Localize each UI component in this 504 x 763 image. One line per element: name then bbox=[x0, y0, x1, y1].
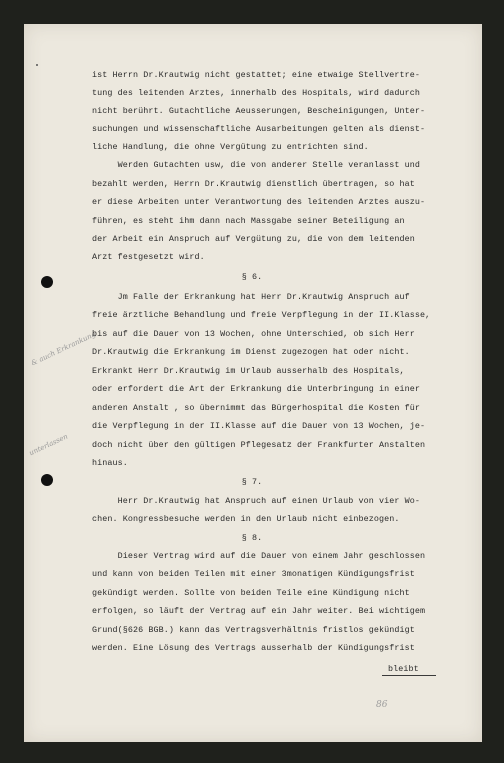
text-line: Arzt festgesetzt wird. bbox=[92, 252, 205, 262]
text-line: Erkrankt Herr Dr.Krautwig im Urlaub ausserhalb des Hospitals, bbox=[92, 366, 405, 376]
text-line: bezahlt werden, Herrn Dr.Krautwig dienstlich übertragen, so hat bbox=[92, 179, 415, 189]
section-heading-8: § 8. bbox=[241, 533, 263, 543]
text-line: und kann von beiden Teilen mit einer 3monatigen Kündigungsfrist bbox=[92, 569, 415, 579]
text-line: oder erfordert die Art der Erkrankung die Unterbringung in einer bbox=[92, 384, 421, 394]
text-line: hinaus. bbox=[92, 458, 128, 468]
text-line: doch nicht über den gültigen Pflegesatz der Frankfurter Anstalten bbox=[92, 440, 426, 450]
text-line: freie ärztliche Behandlung und freie Verpflegung in der II.Klasse, bbox=[92, 310, 431, 320]
catchword-underline bbox=[382, 675, 436, 676]
text-line: suchungen und wissenschaftliche Ausarbeitungen gelten als dienst- bbox=[92, 124, 426, 134]
text-line: führen, es steht ihm dann nach Massgabe seiner Beteiligung an bbox=[92, 216, 405, 226]
text-line: erfolgen, so läuft der Vertrag auf ein Jahr weiter. Bei wichtigem bbox=[92, 606, 426, 616]
text-line: bis auf die Dauer von 13 Wochen, ohne Unterschied, ob sich Herr bbox=[92, 329, 415, 339]
text-line: Jm Falle der Erkrankung hat Herr Dr.Krautwig Anspruch auf bbox=[92, 292, 410, 302]
page-number: 86 bbox=[376, 700, 388, 710]
text-line: chen. Kongressbesuche werden in den Urlaub nicht einbezogen. bbox=[92, 514, 400, 524]
text-line: werden. Eine Lösung des Vertrags ausserhalb der Kündigungsfrist bbox=[92, 643, 415, 653]
text-line: er diese Arbeiten unter Verantwortung des leitenden Arztes auszu- bbox=[92, 197, 426, 207]
text-line: Dr.Krautwig die Erkrankung im Dienst zugezogen hat oder nicht. bbox=[92, 347, 410, 357]
text-line: die Verpflegung in der II.Klasse auf die Dauer von 13 Wochen, je- bbox=[92, 421, 426, 431]
section-heading-6: § 6. bbox=[241, 272, 263, 282]
sheet-mark bbox=[36, 64, 38, 66]
text-line: der Arbeit ein Anspruch auf Vergütung zu, die von dem leitenden bbox=[92, 234, 415, 244]
text-line: Herr Dr.Krautwig hat Anspruch auf einen Urlaub von vier Wo- bbox=[92, 496, 421, 506]
text-line: liche Handlung, die ohne Vergütung zu entrichten sind. bbox=[92, 142, 369, 152]
margin-note-unterlassen: unterlassen bbox=[28, 432, 70, 458]
text-line: tung des leitenden Arztes, innerhalb des Hospitals, wird dadurch bbox=[92, 88, 421, 98]
text-line: ist Herrn Dr.Krautwig nicht gestattet; eine etwaige Stellvertre- bbox=[92, 70, 421, 80]
text-line: gekündigt werden. Sollte von beiden Teile eine Kündigung nicht bbox=[92, 588, 410, 598]
section-heading-7: § 7. bbox=[241, 477, 263, 487]
text-line: nicht berührt. Gutachtliche Aeusserungen, Bescheinigungen, Unter- bbox=[92, 106, 426, 116]
text-line: Dieser Vertrag wird auf die Dauer von einem Jahr geschlossen bbox=[92, 551, 426, 561]
text-line: Werden Gutachten usw, die von anderer Stelle veranlasst und bbox=[92, 160, 421, 170]
catchword: bleibt bbox=[388, 664, 419, 674]
margin-note-erkrankung: & auch Erkrankung bbox=[30, 330, 98, 368]
text-line: Grund(§626 BGB.) kann das Vertragsverhältnis fristlos gekündigt bbox=[92, 625, 415, 635]
text-line: anderen Anstalt , so übernimmt das Bürgerhospital die Kosten für bbox=[92, 403, 421, 413]
